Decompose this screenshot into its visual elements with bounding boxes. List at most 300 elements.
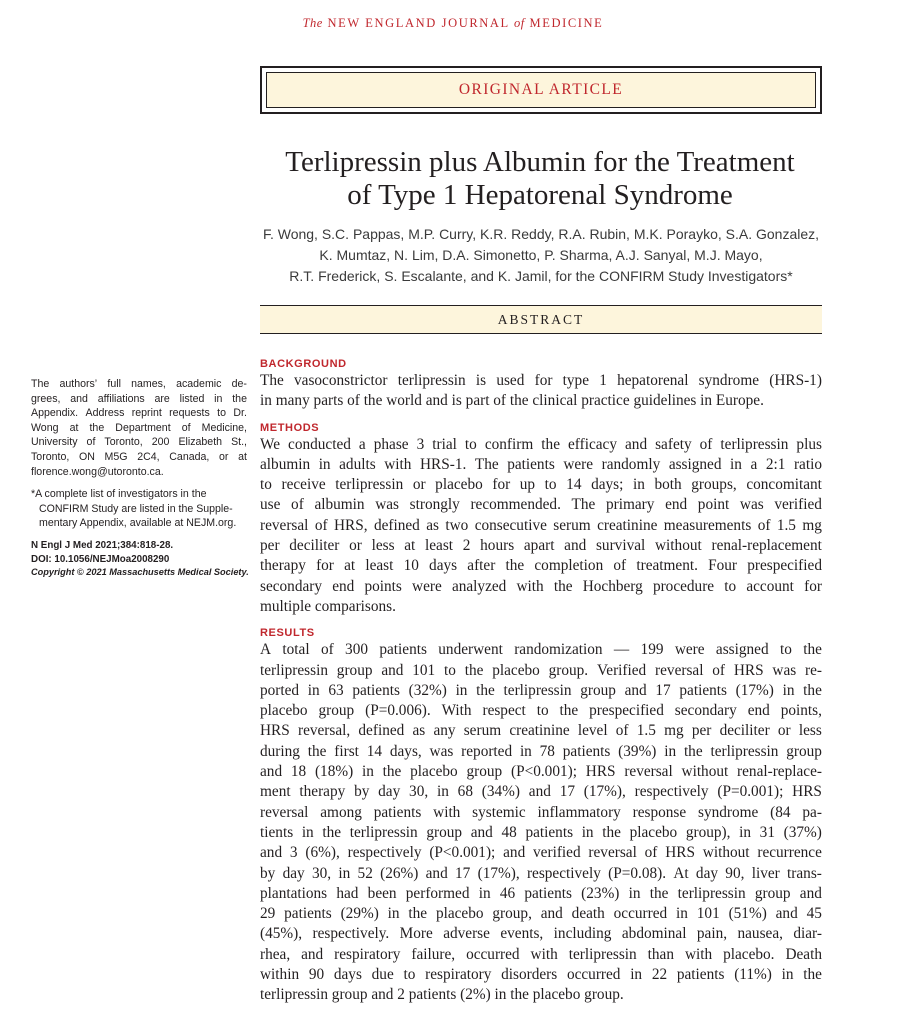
word: (P<0.001); — [429, 844, 496, 862]
word: the — [408, 905, 428, 923]
word: or — [219, 450, 229, 463]
word: respectively — [634, 783, 709, 801]
word: full — [107, 378, 121, 390]
word: of — [320, 641, 334, 659]
word: the — [803, 966, 822, 984]
word: after — [467, 557, 496, 575]
word: 2 — [397, 986, 409, 1004]
word: was — [739, 496, 764, 514]
word: verified — [533, 844, 581, 862]
word: patients — [373, 803, 422, 821]
citation-line: N Engl J Med 2021;384:818-28. — [31, 539, 174, 551]
word: in — [361, 763, 374, 781]
word: pain, — [696, 925, 728, 943]
section-text — [260, 371, 822, 412]
word: in — [494, 986, 511, 1004]
word: in — [301, 823, 314, 841]
word: Dr. — [233, 407, 247, 420]
word: 1.5 — [776, 516, 796, 534]
word: end — [747, 702, 770, 720]
word: (11%) — [734, 966, 772, 984]
text-line — [260, 391, 822, 411]
word: guidelines — [633, 392, 701, 410]
word: world — [386, 392, 426, 410]
article-title — [240, 146, 840, 212]
word: group), — [685, 823, 731, 841]
word: hours — [480, 537, 515, 555]
word: less — [798, 722, 822, 740]
word: per — [691, 722, 712, 740]
word: with — [684, 945, 713, 963]
word: survival — [595, 537, 646, 555]
word: Wong — [31, 421, 59, 434]
word: day — [695, 864, 719, 882]
word: and — [528, 783, 551, 801]
word: use — [260, 496, 281, 514]
word: in — [519, 742, 532, 760]
section-text — [260, 435, 822, 618]
word: in — [214, 392, 223, 405]
word: the — [382, 763, 402, 781]
word: the — [89, 421, 105, 434]
word: than — [647, 945, 674, 963]
copyright-line: Copyright © 2021 Massachusetts Medical Society. — [31, 567, 249, 578]
word: inflammatory — [537, 803, 621, 821]
doi-line: DOI: 10.1056/NEJMoa2008290 — [31, 553, 170, 565]
text-line — [260, 924, 822, 944]
word: days, — [389, 742, 422, 760]
word: the — [803, 681, 822, 699]
word: phase — [373, 435, 409, 453]
word: occurred — [566, 966, 621, 984]
text-line — [260, 864, 822, 884]
word: the — [232, 392, 247, 405]
text-line — [260, 577, 822, 597]
word: prespecified — [589, 702, 664, 720]
word: reversal — [588, 844, 637, 862]
word: listed — [179, 392, 205, 405]
word: and — [503, 844, 526, 862]
word: confirm — [484, 435, 534, 453]
word: pa- — [802, 803, 822, 821]
word: the — [683, 742, 703, 760]
word: parts — [313, 392, 348, 410]
word: placebo — [410, 763, 458, 781]
word: patients — [284, 905, 332, 923]
word: 2C4, — [137, 450, 160, 463]
text-line — [260, 640, 822, 660]
affiliation-line — [31, 406, 247, 421]
word: as — [412, 722, 426, 740]
word: (P=0.001); — [717, 783, 784, 801]
word: (HRS-1) — [769, 372, 822, 389]
word: The — [571, 496, 596, 514]
text-line — [260, 782, 822, 802]
word: the — [476, 681, 495, 699]
word: due — [371, 966, 394, 984]
word: names, — [131, 378, 166, 390]
abstract-section-background — [260, 358, 822, 412]
word: underwent — [438, 641, 503, 659]
word: apart — [523, 537, 555, 555]
word: procedure — [652, 577, 715, 595]
text-line — [260, 495, 822, 515]
word: to — [544, 476, 557, 494]
word: a — [750, 455, 758, 473]
word: creatinine — [509, 722, 570, 740]
word: and — [625, 435, 648, 453]
word: the — [541, 435, 560, 453]
word: and — [381, 661, 404, 679]
word: two — [445, 516, 469, 534]
word: without — [702, 844, 750, 862]
word: days — [429, 557, 458, 575]
word: 14 — [566, 476, 582, 494]
abstract-body — [260, 358, 822, 1016]
author-line: K. Mumtaz, N. Lim, D.A. Simonetto, P. Sharma, A.J. Sanyal, M.J. Mayo, — [319, 247, 763, 263]
word: HRS-1. — [419, 455, 467, 473]
word: with — [433, 803, 461, 821]
text-line — [260, 455, 822, 475]
word: mg — [802, 516, 822, 534]
footnote-line: *A complete list of investigators in the — [31, 488, 207, 501]
word: systemic — [472, 803, 526, 821]
word: multiple — [260, 597, 315, 615]
word: per — [260, 537, 280, 555]
word: terlipressin — [397, 372, 466, 389]
word: (P<0.001); — [510, 763, 577, 781]
word: of — [314, 516, 328, 534]
word: 52 — [357, 864, 373, 882]
word: 30, — [311, 864, 332, 882]
word: placebo — [435, 476, 483, 494]
word: and — [564, 537, 587, 555]
word: terlipressin — [349, 823, 418, 841]
word: patients — [524, 884, 572, 902]
word: respectively. — [312, 925, 390, 943]
word: in — [455, 681, 468, 699]
word: occurred — [466, 945, 520, 963]
abstract-section-methods — [260, 422, 822, 618]
text-line — [260, 965, 822, 985]
text-line — [260, 435, 822, 455]
word: creatinine — [597, 516, 658, 534]
word: and — [260, 763, 283, 781]
word: (32%) — [408, 681, 447, 699]
word: deciliter — [719, 722, 770, 740]
word: defined — [358, 722, 405, 740]
word: Address — [85, 407, 125, 420]
word: group — [786, 742, 822, 760]
journal-header-the: The — [302, 16, 323, 30]
word: of — [181, 421, 191, 434]
text-line — [260, 762, 822, 782]
word: Toronto, — [31, 450, 70, 463]
word: treatment. — [636, 557, 698, 575]
word: of — [86, 436, 96, 449]
word: disorders — [501, 966, 558, 984]
word: terlipressin — [260, 986, 332, 1004]
word: and — [301, 945, 324, 963]
word: Canada, — [169, 450, 210, 463]
word: the — [649, 884, 669, 902]
text-line — [260, 681, 822, 701]
word: respectively — [347, 844, 422, 862]
article-type: ORIGINAL ARTICLE — [458, 81, 624, 98]
word: 17 — [455, 864, 471, 882]
word: were — [563, 455, 594, 473]
word: death — [571, 905, 605, 923]
word: concomitant — [746, 476, 822, 494]
word: requests — [169, 407, 210, 420]
word: was — [429, 742, 454, 760]
word: in — [632, 476, 645, 494]
word: defined — [373, 516, 420, 534]
word: hepatorenal — [617, 372, 689, 389]
word: conducted — [288, 435, 351, 453]
word: in — [630, 966, 643, 984]
word: (17%), — [583, 783, 626, 801]
word: in — [781, 966, 794, 984]
affiliation-line — [31, 435, 247, 450]
word: terlipressin — [503, 681, 572, 699]
word: safety — [655, 435, 692, 453]
word: (P=0.08). — [608, 864, 667, 882]
word: plus — [796, 435, 822, 453]
word: the — [464, 661, 484, 679]
word: prespecified — [747, 557, 822, 575]
word: University — [31, 436, 78, 449]
word: at — [404, 537, 416, 555]
text-line — [260, 556, 822, 576]
word: affiliations — [97, 392, 145, 405]
word: first — [334, 742, 359, 760]
word: respectively — [526, 864, 601, 882]
word: 90, — [725, 864, 745, 882]
word: 68 — [457, 783, 473, 801]
word: analyzed — [451, 577, 507, 595]
word: is — [451, 392, 466, 410]
word: verified — [774, 496, 822, 514]
word: 90 — [308, 966, 325, 984]
word: within — [260, 966, 300, 984]
word: placebo — [629, 823, 678, 841]
word: in — [700, 392, 716, 410]
word: randomization — [514, 641, 603, 659]
word: the — [602, 823, 621, 841]
word: group — [318, 702, 355, 720]
word: placebo — [492, 661, 540, 679]
word: among — [320, 803, 362, 821]
word: terlipressin — [710, 742, 779, 760]
word: plantations — [260, 884, 328, 902]
text-line — [260, 843, 822, 863]
title-line: Terlipressin plus Albumin for the Treatment — [285, 146, 795, 178]
word: as — [426, 516, 439, 534]
word: 63 — [328, 681, 344, 699]
word: points, — [780, 702, 822, 720]
word: to — [403, 966, 416, 984]
sidebar — [31, 377, 247, 588]
word: grees, — [31, 392, 61, 405]
word: Appendix. — [31, 407, 79, 420]
affiliation-line — [31, 450, 247, 465]
word: patients — [562, 742, 611, 760]
word: of — [712, 661, 726, 679]
word: consecutive — [474, 516, 547, 534]
word: least — [365, 557, 394, 575]
text-line — [260, 884, 822, 904]
word: serum — [553, 516, 591, 534]
word: 18 — [290, 763, 307, 781]
word: to — [260, 476, 272, 494]
word: 48 — [501, 823, 517, 841]
journal-header-of: of — [514, 16, 525, 30]
word: (6%), — [305, 844, 340, 862]
word: (84 — [770, 803, 791, 821]
word: to — [217, 407, 227, 420]
word: point — [697, 496, 730, 514]
text-line — [260, 945, 822, 965]
word: Verified — [596, 661, 647, 679]
article-type-box — [260, 66, 822, 114]
word: 1.5 — [636, 722, 656, 740]
word: was — [772, 661, 797, 679]
word: to — [779, 641, 792, 659]
word: (17%), — [477, 864, 520, 882]
word: 1 — [599, 372, 607, 389]
word: (34%) — [481, 783, 520, 801]
word: 2 — [462, 537, 471, 555]
word: reversal — [260, 803, 309, 821]
word: group, — [492, 905, 532, 923]
word: — — [613, 641, 630, 659]
word: diar- — [793, 925, 822, 943]
word: of — [615, 722, 629, 740]
author-list — [244, 224, 838, 287]
word: ratio — [793, 455, 822, 473]
journal-header-name: NEW ENGLAND JOURNAL — [322, 16, 515, 30]
affiliation-line: florence.wong@utoronto.ca. — [31, 465, 164, 478]
section-heading: BACKGROUND — [260, 358, 347, 370]
text-line — [260, 475, 822, 495]
citation-block — [31, 539, 247, 580]
word: for — [804, 577, 822, 595]
word: and — [425, 392, 452, 410]
word: 78 — [539, 742, 555, 760]
word: of — [644, 844, 658, 862]
word: 2:1 — [765, 455, 786, 473]
word: occurred — [613, 905, 668, 923]
word: 17 — [655, 681, 671, 699]
word: of — [291, 496, 304, 514]
word: HRS — [665, 844, 695, 862]
word: 101 — [696, 905, 720, 923]
word: mg — [664, 722, 684, 740]
word: total — [282, 641, 310, 659]
affiliation-line — [31, 392, 247, 407]
word: therapy — [260, 557, 306, 575]
word: patients — [352, 681, 400, 699]
word: HRS — [585, 763, 616, 781]
word: M5G — [104, 450, 128, 463]
word: patients — [679, 681, 727, 699]
word: (26%) — [380, 864, 419, 882]
word: respiratory — [425, 966, 492, 984]
word: recurrence — [757, 844, 822, 862]
word: placebo — [532, 986, 585, 1004]
word: at — [238, 450, 247, 463]
word: patients — [379, 641, 427, 659]
word: respect — [482, 702, 526, 720]
word: (2%) — [460, 986, 495, 1004]
word: comparisons. — [314, 597, 396, 615]
text-line — [260, 742, 822, 762]
word: had — [336, 884, 359, 902]
word: primary — [605, 496, 655, 514]
word: without — [681, 763, 729, 781]
word: Toronto, — [104, 436, 143, 449]
word: the — [505, 557, 525, 575]
word: to — [536, 702, 549, 720]
word: The — [474, 455, 499, 473]
word: terlipressin — [568, 945, 637, 963]
word: in — [436, 783, 449, 801]
word: terlipressin — [720, 435, 789, 453]
word: renal-replacement — [711, 537, 822, 555]
word: group — [580, 681, 616, 699]
word: day — [378, 783, 401, 801]
word: was — [375, 496, 400, 514]
word: and — [799, 884, 822, 902]
word: 22 — [651, 966, 668, 984]
word: randomly — [601, 455, 661, 473]
word: (17%) — [735, 681, 774, 699]
word: A — [260, 641, 272, 659]
word: syndrome — [698, 803, 759, 821]
word: to — [724, 577, 737, 595]
word: 101 — [412, 661, 436, 679]
word: At — [673, 864, 689, 882]
word: authors’ — [59, 378, 98, 390]
word: level — [577, 722, 608, 740]
word: serum — [463, 722, 502, 740]
word: placebo — [260, 702, 308, 720]
word: of — [757, 516, 771, 534]
word: completion — [534, 557, 604, 575]
word: HRS — [260, 722, 290, 740]
word: the — [510, 986, 533, 1004]
word: end — [332, 577, 355, 595]
word: recommended. — [470, 496, 561, 514]
word: secondary — [674, 702, 737, 720]
word: We — [260, 435, 281, 453]
word: least — [425, 537, 454, 555]
word: used — [496, 372, 525, 389]
word: tients — [260, 823, 294, 841]
word: for — [492, 476, 511, 494]
word: practice — [581, 392, 634, 410]
word: in — [338, 864, 351, 882]
title-line: of Type 1 Hepatorenal Syndrome — [347, 179, 733, 211]
word: respiratory — [334, 945, 401, 963]
word: group — [331, 986, 372, 1004]
text-line — [260, 803, 822, 823]
word: abdominal — [621, 925, 687, 943]
word: is — [475, 372, 487, 389]
word: ON — [78, 450, 95, 463]
word: with — [530, 945, 558, 963]
